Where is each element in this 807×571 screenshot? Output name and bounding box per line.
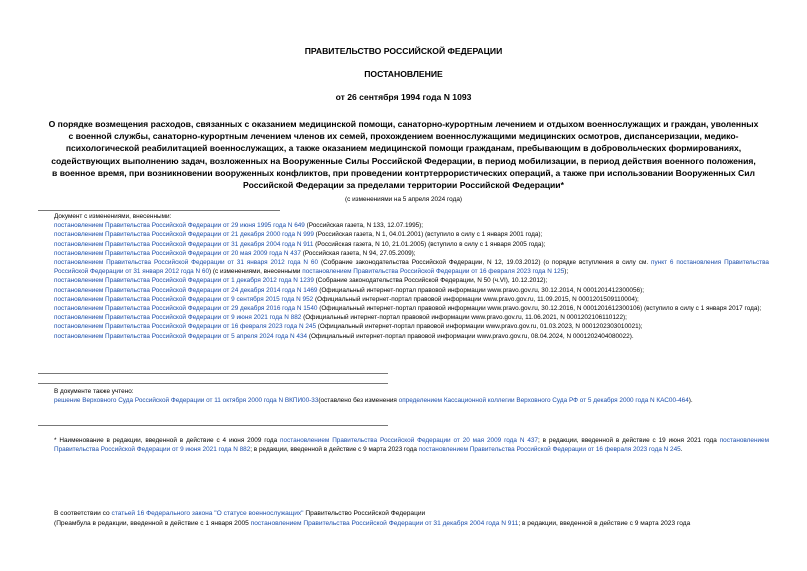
amendment-link[interactable]: постановлением Правительства Российской Федерации от 5 апреля 2024 года N 434 <box>54 332 308 340</box>
footnote-mid: ; в редакции, введенной в действие с 19 июня 2021 года <box>538 437 720 444</box>
amendments-intro: Документ с изменениями, внесенными: <box>54 213 172 220</box>
amendment-link[interactable]: постановлением Правительства Российской Федерации от 21 декабря 2000 года N 999 <box>54 231 314 239</box>
footnote-link[interactable]: постановлением Правительства Российской Федерации от 20 мая 2009 года N 437 <box>280 437 538 444</box>
document-date-number: от 26 сентября 1994 года N 1093 <box>335 92 472 102</box>
body-paragraph <box>38 519 769 529</box>
amendment-item <box>38 258 769 276</box>
body-text: В соответствии со <box>54 510 112 517</box>
amendment-item <box>38 230 769 239</box>
amendment-item <box>38 313 769 322</box>
body-text: (Преамбула в редакции, введенной в действие с 1 января 2005 <box>54 520 251 528</box>
also-considered-item <box>38 396 769 405</box>
footnote <box>38 436 769 454</box>
amendment-link[interactable]: постановлением Правительства Российской Федерации от 20 мая 2009 года N 437 <box>54 249 301 257</box>
body-text: Правительство Российской Федерации <box>303 510 426 517</box>
amendment-source: (Российская газета, N 133, 12.07.1995); <box>304 222 424 230</box>
amendment-link[interactable]: постановлением Правительства Российской Федерации от 31 января 2012 года N 60 <box>54 259 319 267</box>
footnote-end: . <box>680 446 683 454</box>
body-text: ; в редакции, введенной в действие с 9 марта 2023 года <box>518 520 691 528</box>
amendment-source: (Официальный интернет-портал правовой информации www.pravo.gov.ru, 01.03.2023, N 0001202303010021); <box>316 323 643 331</box>
divider <box>38 383 388 384</box>
amendment-item <box>38 240 769 249</box>
title-line: О порядке возмещения расходов, связанных с оказанием медицинской помощи, санаторно-курортным лечением и отдыхом военнослужащих и граждан, уволенных <box>48 119 759 129</box>
amendment-item <box>38 322 769 331</box>
also-considered <box>38 387 769 405</box>
amendment-link[interactable]: постановлением Правительства Российской Федерации от 31 декабря 2004 года N 911 <box>54 240 314 248</box>
amendment-item <box>38 286 769 295</box>
amendment-source: (Российская газета, N 94, 27.05.2009); <box>300 249 416 257</box>
amendment-item <box>38 332 769 341</box>
revision-note: (с изменениями на 5 апреля 2024 года) <box>345 196 462 203</box>
amendment-link[interactable]: постановлением Правительства Российской Федерации от 29 декабря 2016 года N 1540 <box>54 305 318 313</box>
amendment-source: (Официальный интернет-портал правовой информации www.pravo.gov.ru, 08.04.2024, N 0001202404080022). <box>307 332 634 340</box>
divider <box>38 373 388 374</box>
court-decision-link[interactable]: решение Верховного Суда Российской Федерации от 11 октября 2000 года N ВКПИ00-33 <box>54 397 319 405</box>
amendment-item <box>38 295 769 304</box>
amendment-source: (Официальный интернет-портал правовой информации www.pravo.gov.ru, 30.12.2014, N 0001201412300056); <box>317 286 645 294</box>
footnote-link[interactable]: постановлением Правительства Российской Федерации от 9 июня 2021 года N 882 <box>54 437 769 454</box>
cassation-ruling-link[interactable]: определением Кассационной коллегии Верховного Суда РФ от 5 декабря 2000 года N КАС00-464 <box>398 397 689 405</box>
divider <box>38 210 280 211</box>
title-line: содействующих выполнению задач, возложенных на Вооруженные Силы Российской Федерации, в период мобилизации, в период действия военного положения, <box>51 155 756 166</box>
amendment-link[interactable]: постановлением Правительства Российской Федерации от 9 сентября 2015 года N 952 <box>54 295 314 303</box>
title-line: в военное время, при возникновении вооруженных конфликтов, при проведении контртеррористических операций, а также при использовании Вооруженных Сил <box>52 167 755 178</box>
amendment-source: (Собрание законодательства Российской Федерации, N 50 (ч.VI), 10.12.2012); <box>313 277 548 285</box>
amendment-link[interactable]: постановлением Правительства Российской Федерации от 9 июня 2021 года N 882 <box>54 314 302 322</box>
amendment-link[interactable]: постановлением Правительства Российской Федерации от 16 февраля 2023 года N 125 <box>302 268 565 276</box>
court-decision-note: ). <box>688 397 693 405</box>
law-article-link[interactable]: статьей 16 Федерального закона "О статусе военнослужащих" <box>111 510 304 517</box>
amendments-list <box>38 212 769 341</box>
amendment-item <box>38 249 769 258</box>
also-considered-intro: В документе также учтено: <box>54 388 134 395</box>
amendment-item <box>38 304 769 313</box>
body-paragraph <box>38 509 769 519</box>
title-line: с военной службы, санаторно-курортным лечением членов их семей, прохождением военнослужащими медицинских осмотров, диспансеризации, медико- <box>68 131 739 142</box>
amendment-link[interactable]: постановлением Правительства Российской Федерации от 1 декабря 2012 года N 1239 <box>54 277 314 285</box>
amendment-source: ); <box>564 268 569 276</box>
amendment-source: (Российская газета, N 10, 21.01.2005) (вступило в силу с 1 января 2005 года); <box>313 240 546 248</box>
amendment-link[interactable]: постановлением Правительства Российской Федерации от 16 февраля 2023 года N 245 <box>54 323 317 331</box>
divider <box>38 425 388 426</box>
amendment-link[interactable]: постановлением Правительства Российской Федерации от 29 июня 1995 года N 649 <box>54 222 305 230</box>
document-body <box>38 509 769 530</box>
amendment-source: (Официальный интернет-портал правовой информации www.pravo.gov.ru, 30.12.2016, N 0001201612300106) (вступило в силу с 1 января 2017 года); <box>317 305 762 313</box>
issuing-authority: ПРАВИТЕЛЬСТВО РОССИЙСКОЙ ФЕДЕРАЦИИ <box>304 46 503 56</box>
court-decision-note: (оставлено без изменения <box>318 397 399 405</box>
amendment-link[interactable]: постановлением Правительства Российской Федерации от 24 декабря 2014 года N 1469 <box>54 286 318 294</box>
preamble-amendment-link[interactable]: постановлением Правительства Российской Федерации от 31 декабря 2004 года N 911 <box>250 520 519 528</box>
amendment-source: (Собрание законодательства Российской Федерации, N 12, 19.03.2012) (о порядке вступления в силу см. <box>318 259 649 267</box>
amendment-source: ) (с изменениями, внесенными <box>209 268 303 276</box>
amendment-entry-into-force-link[interactable]: пункт 6 постановления Правительства Российской Федерации от 31 января 2012 года N 60 <box>54 259 769 276</box>
footnote-mid: ; в редакции, введенной в действие с 9 марта 2023 года <box>250 446 419 454</box>
title-line: Российской Федерации за пределами территории Российской Федерации* <box>243 180 564 191</box>
amendment-item <box>38 276 769 285</box>
footnote-text <box>38 436 769 454</box>
amendment-source: (Официальный интернет-портал правовой информации www.pravo.gov.ru, 11.06.2021, N 0001202106110122); <box>301 314 627 322</box>
document-type: ПОСТАНОВЛЕНИЕ <box>364 69 443 79</box>
amendment-source: (Российская газета, N 1, 04.01.2001) (вступило в силу с 1 января 2001 года); <box>313 231 543 239</box>
footnote-link[interactable]: постановлением Правительства Российской Федерации от 16 февраля 2023 года N 245 <box>418 446 681 454</box>
amendment-item <box>38 221 769 230</box>
title-line: психологической реабилитацией военнослужащих, а также оказанием медицинской помощи гражданам, пребывающим в добровольческих формированиях, <box>65 143 742 154</box>
document-title <box>36 118 771 191</box>
footnote-prefix: * Наименование в редакции, введенной в действие с 4 июня 2009 года <box>54 437 281 444</box>
amendment-source: (Официальный интернет-портал правовой информации www.pravo.gov.ru, 11.09.2015, N 0001201509110004); <box>313 295 639 303</box>
